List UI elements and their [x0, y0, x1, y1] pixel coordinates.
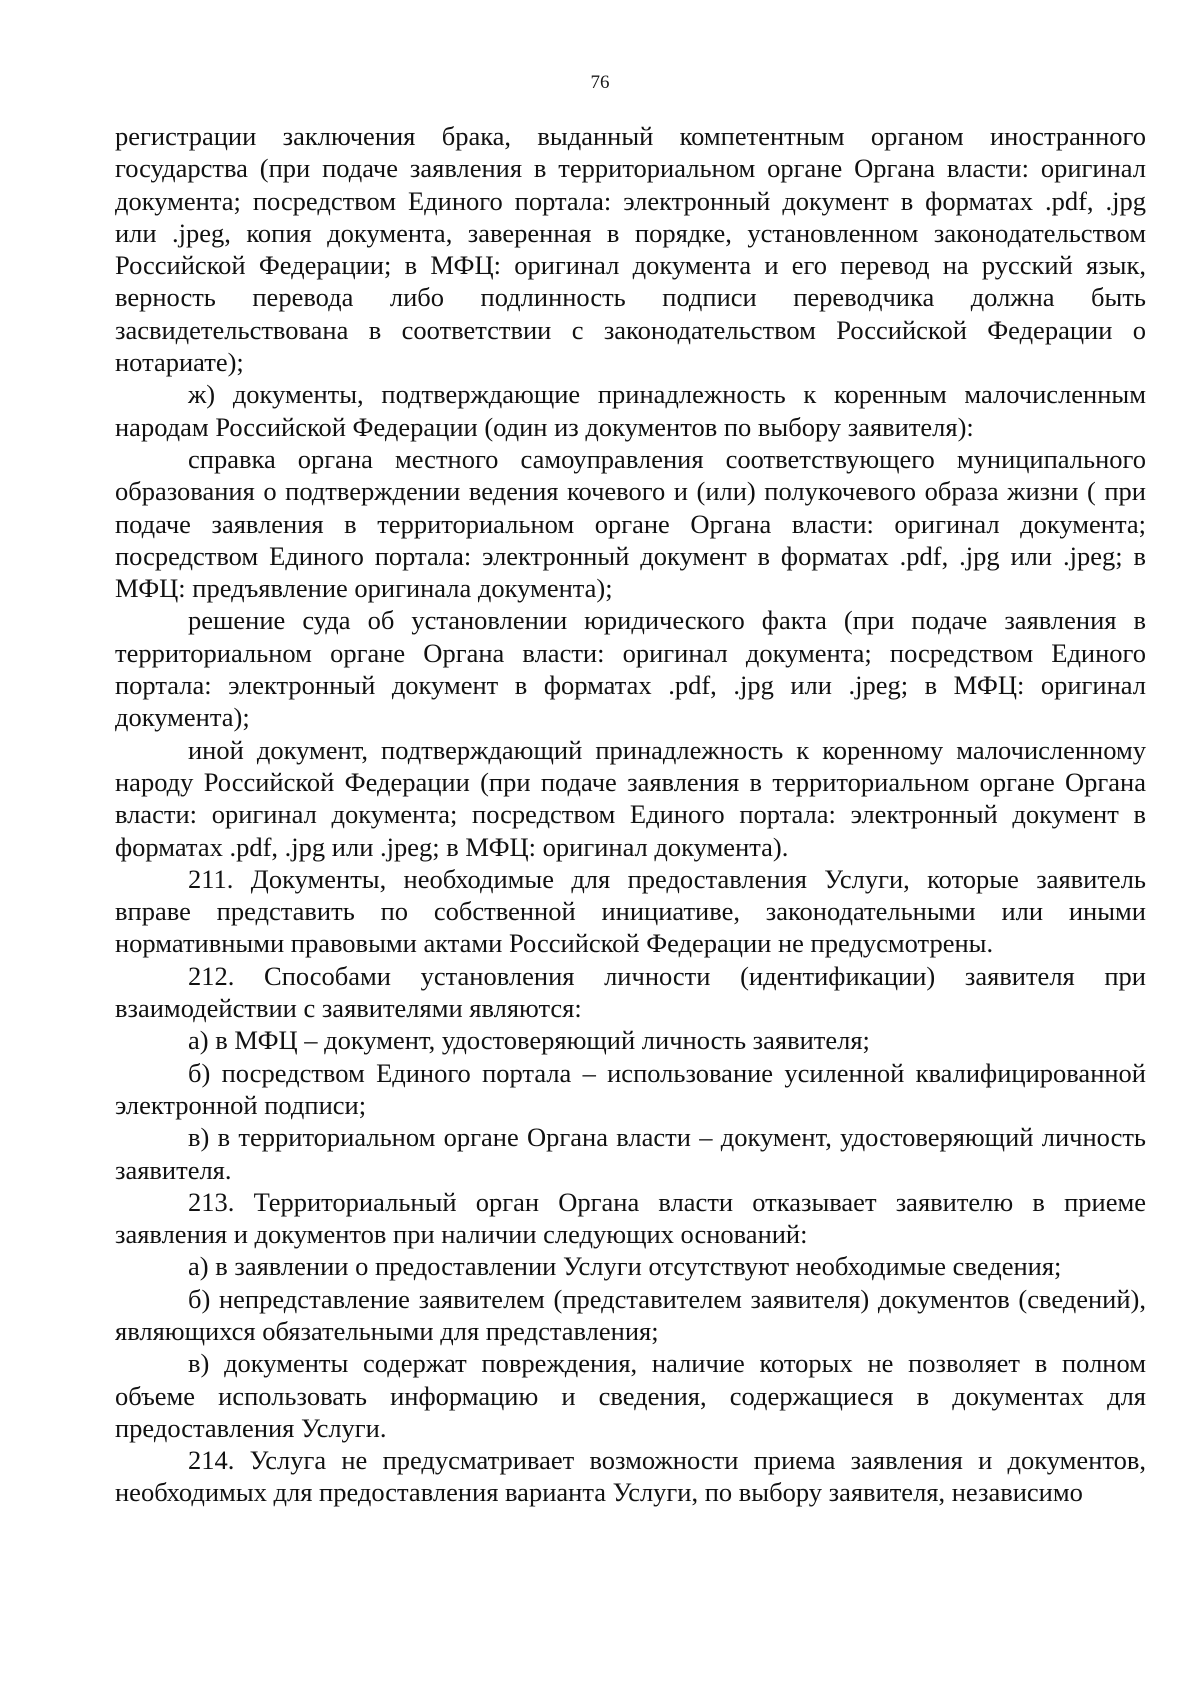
page-number: 76	[590, 72, 610, 93]
document-body	[115, 120, 1146, 1509]
paragraph-continuation: регистрации заключения брака, выданный компетентным органом иностранного государства (при подаче заявления в территориальном органе Органа власти: оригинал документа; посредством Единого портала: электронный документ в форматах .pdf, .jpg или .jpeg, копия документа, заверенная в порядке, установленном законодательством Российской Федерации; в МФЦ: оригинал документа и его перевод на русский язык, верность перевода либо подлинность подписи переводчика должна быть засвидетельствована в соответствии с законодательством Российской Федерации о нотариате);	[115, 121, 1146, 378]
paragraph-item-zh: ж) документы, подтверждающие принадлежность к коренным малочисленным народам Российской Федерации (один из документов по выбору заявителя):	[115, 379, 1146, 442]
paragraph-212-a: а) в МФЦ – документ, удостоверяющий личность заявителя;	[188, 1025, 870, 1056]
paragraph-certificate: справка органа местного самоуправления соответствующего муниципального образования о подтверждении ведения кочевого и (или) полукочевого образа жизни ( при подаче заявления в территориальном органе Органа власти: оригинал документа; посредством Единого портала: электронный документ в форматах .pdf, .jpg или .jpeg; в МФЦ: предъявление оригинала документа);	[115, 443, 1146, 604]
paragraph-211: 211. Документы, необходимые для предоставления Услуги, которые заявитель вправе представить по собственной инициативе, законодательными или иными нормативными правовыми актами Российской Федерации не предусмотрены.	[115, 863, 1146, 959]
paragraph-214: 214. Услуга не предусматривает возможности приема заявления и документов, необходимых для предоставления варианта Услуги, по выбору заявителя, независимо	[115, 1445, 1146, 1508]
paragraph-court-decision: решение суда об установлении юридического факта (при подаче заявления в территориальном органе Органа власти: оригинал документа; посредством Единого портала: электронный документ в форматах .pdf, .jpg или .jpeg; в МФЦ: оригинал документа);	[115, 605, 1146, 733]
paragraph-213-b: б) непредставление заявителем (представителем заявителя) документов (сведений), являющихся обязательными для представления;	[115, 1283, 1146, 1346]
paragraph-213-v: в) документы содержат повреждения, наличие которых не позволяет в полном объеме использовать информацию и сведения, содержащиеся в документах для предоставления Услуги.	[115, 1348, 1146, 1443]
paragraph-212-b: б) посредством Единого портала – использование усиленной квалифицированной электронной подписи;	[115, 1057, 1146, 1120]
paragraph-212-v: в) в территориальном органе Органа власти – документ, удостоверяющий личность заявителя.	[115, 1122, 1146, 1185]
paragraph-213-a: а) в заявлении о предоставлении Услуги отсутствуют необходимые сведения;	[188, 1251, 1062, 1282]
paragraph-212: 212. Способами установления личности (идентификации) заявителя при взаимодействии с заявителями являются:	[115, 960, 1146, 1024]
paragraph-other-document: иной документ, подтверждающий принадлежность к коренному малочисленному народу Российской Федерации (при подаче заявления в территориальном органе Органа власти: оригинал документа; посредством Единого портала: электронный документ в форматах .pdf, .jpg или .jpeg; в МФЦ: оригинал документа).	[115, 734, 1146, 862]
paragraph-213: 213. Территориальный орган Органа власти отказывает заявителю в приеме заявления и документов при наличии следующих оснований:	[115, 1186, 1146, 1250]
